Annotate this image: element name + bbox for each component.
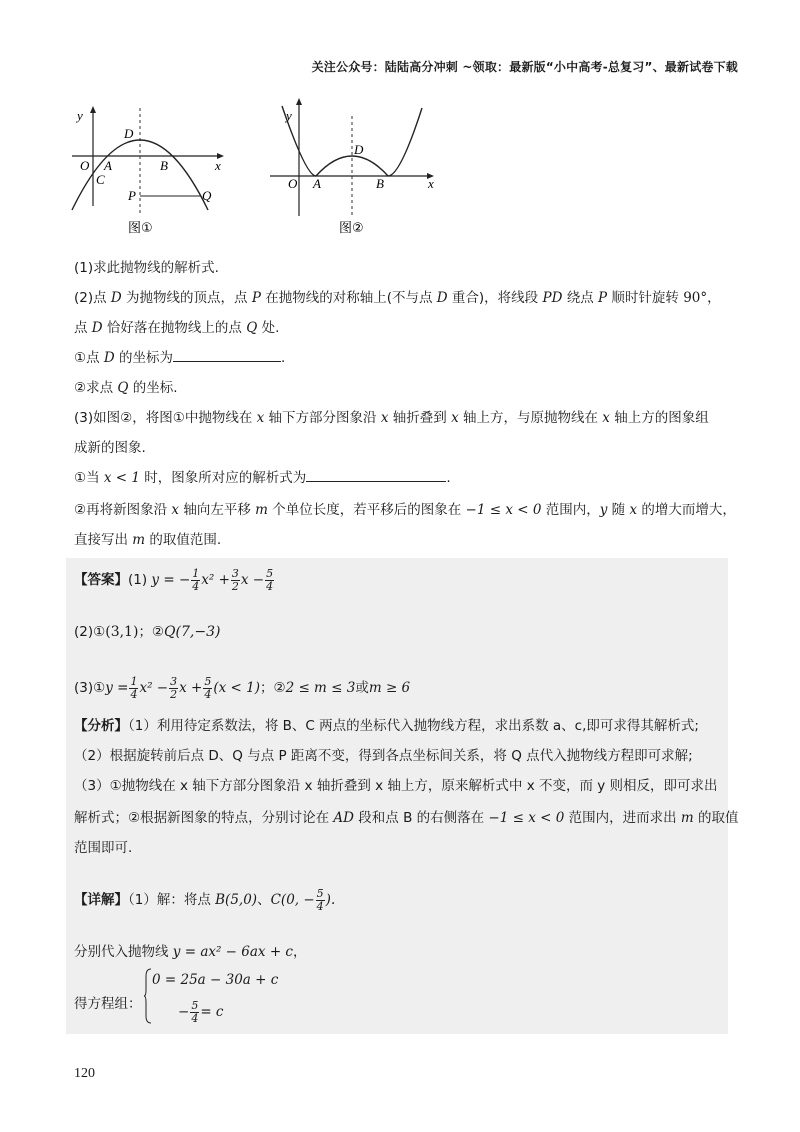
system-equation-1: 0 = 25a − 30a + c [152, 972, 279, 988]
fig2-label-B: B [376, 176, 384, 191]
page-number: 120 [74, 1066, 95, 1081]
fig2-label-A: A [313, 176, 321, 191]
fig1-label-D: D [124, 126, 134, 141]
question-2-line-2: 点 D 恰好落在抛物线上的点 Q 处. [74, 320, 280, 336]
figure-1-graph [60, 98, 460, 248]
question-3-2-line-1: ②再将新图象沿 x 轴向左平移 m 个单位长度，若平移后的图象在 −1 ≤ x < 0 范围内，y 随 x 的增大而增大， [74, 502, 736, 518]
question-3-line-2: 成新的图象. [74, 440, 146, 456]
analysis-line-2: （2）根据旋转前后点 D、Q 与点 P 距离不变，得到各点坐标间关系，将 Q 点代入抛物线方程即可求解; [74, 748, 693, 764]
figures [60, 98, 460, 248]
answer-blank[interactable] [173, 361, 281, 362]
question-2-line-1: (2)点 D 为抛物线的顶点，点 P 在抛物线的对称轴上(不与点 D 重合)，将线段 PD 绕点 P 顺时针旋转 90°， [74, 290, 721, 306]
detail-line-1: 【详解】（1）解：将点 B(5,0)、C(0, − $\frac{5}{4}$ ). [74, 887, 336, 913]
system-brace [144, 968, 152, 1024]
fig1-label-O: O [80, 158, 90, 173]
answer-2: (2)①(3,1)；②Q(7,−3) [74, 624, 221, 640]
answer-blank[interactable] [306, 481, 446, 482]
fig1-label-C: C [96, 172, 105, 187]
question-1: (1)求此抛物线的解析式. [74, 260, 219, 276]
analysis-line-3: （3）①抛物线在 x 轴下方部分图象沿 x 轴折叠到 x 轴上方，原来解析式中 x 不变，而 y 则相反，即可求出 [74, 778, 718, 794]
fig1-label-A: A [104, 158, 112, 173]
fig1-label-Q: Q [202, 188, 212, 203]
question-2-2: ②求点 Q 的坐标. [74, 380, 178, 396]
fig2-caption: 图② [339, 221, 364, 236]
system-equation-2: − $\frac{5}{4}$ = c [178, 999, 224, 1025]
fig1-label-B: B [160, 158, 168, 173]
fig2-label-y: y [286, 108, 292, 123]
fig1-label-y: y [77, 108, 83, 123]
detail-line-2: 分别代入抛物线 y = ax² − 6ax + c， [74, 944, 307, 960]
fig2-label-D: D [354, 142, 364, 157]
question-3-1: ①当 x < 1 时，图象所对应的解析式为 . [74, 470, 451, 486]
question-3-line-1: (3)如图②，将图①中抛物线在 x 轴下方部分图象沿 x 轴折叠到 x 轴上方，与原抛物线在 x 轴上方的图象组 [74, 410, 709, 426]
page-header: 关注公众号：陆陆高分冲刺 ~领取：最新版“小中高考-总复习”、最新试卷下载 [311, 60, 738, 74]
analysis-line-5: 范围即可. [74, 840, 133, 856]
fig2-label-O: O [288, 176, 298, 191]
fig1-label-x: x [215, 158, 221, 173]
analysis-line-4: 解析式；②根据新图象的特点，分别讨论在 AD 段和点 B 的右侧落在 −1 ≤ x < 0 范围内，进而求出 m 的取值 [74, 810, 739, 826]
detail-line-3: 得方程组： [74, 996, 142, 1012]
fig1-caption: 图① [128, 221, 153, 236]
fig1-label-P: P [128, 188, 136, 203]
fig2-label-x: x [428, 176, 434, 191]
question-2-1: ①点 D 的坐标为 . [74, 350, 286, 366]
analysis-line-1: 【分析】（1）利用待定系数法，将 B、C 两点的坐标代入抛物线方程，求出系数 a、c,即可求得其解析式; [74, 718, 699, 734]
answer-1: 【答案】(1) y = − $\frac{1}{4}$ x² + $\frac{3}{2}$ x − $\frac{5}{4}$ [74, 567, 274, 593]
answer-3: (3)①y = $\frac{1}{4}$ x² − $\frac{3}{2}$ x + $\frac{5}{4}$ (x < 1)；②2 ≤ m ≤ 3或m ≥ 6 [74, 675, 411, 701]
question-3-2-line-2: 直接写出 m 的取值范围. [74, 532, 222, 548]
